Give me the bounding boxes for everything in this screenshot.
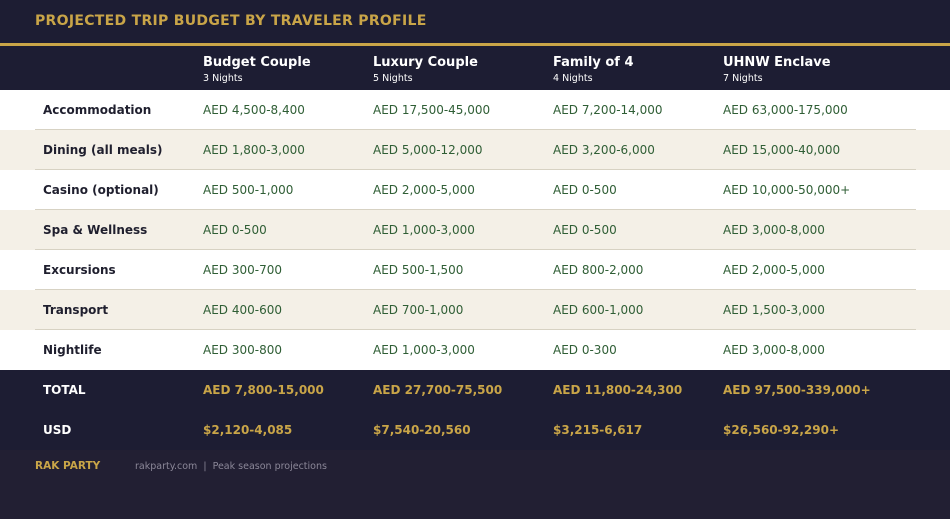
row-label: Spa & Wellness [43,223,148,237]
total-cell: $7,540-20,560 [373,423,471,437]
table-cell: AED 2,000-5,000 [723,263,825,277]
table-cell: AED 400-600 [203,303,282,317]
table-cell: AED 0-300 [553,343,617,357]
footer-note: rakparty.com | Peak season projections [135,461,327,472]
row-label: USD [43,423,72,437]
table-cell: AED 10,000-50,000+ [723,183,851,197]
brand-name: RAK PARTY [35,460,101,472]
total-cell: AED 97,500-339,000+ [723,383,871,397]
total-cell: $2,120-4,085 [203,423,293,437]
total-cell: $3,215-6,617 [553,423,643,437]
table-cell: AED 700-1,000 [373,303,464,317]
column-name: Family of 4 [553,55,634,70]
total-cell: $26,560-92,290+ [723,423,839,437]
table-row-total-usd [0,410,950,450]
table-row-casino [0,170,950,210]
table-cell: AED 0-500 [203,223,267,237]
column-header-budget-couple [203,55,311,85]
table-row-spa-wellness [0,210,950,250]
row-label: Casino (optional) [43,183,159,197]
table-cell: AED 600-1,000 [553,303,644,317]
column-header-uhnw-enclave [723,55,831,85]
table-row-nightlife [0,330,950,370]
column-name: Budget Couple [203,55,311,70]
table-cell: AED 15,000-40,000 [723,143,841,157]
row-label: Nightlife [43,343,102,357]
table-row-dining [0,130,950,170]
column-name: UHNW Enclave [723,55,831,70]
total-cell: AED 11,800-24,300 [553,383,683,397]
table-row-total-aed [0,370,950,410]
column-nights: 7 Nights [723,73,763,84]
column-header-luxury-couple [373,55,478,85]
table-cell: AED 5,000-12,000 [373,143,483,157]
column-name: Luxury Couple [373,55,478,70]
table-cell: AED 3,200-6,000 [553,143,655,157]
table-cell: AED 300-800 [203,343,282,357]
total-cell: AED 27,700-75,500 [373,383,503,397]
table-cell: AED 63,000-175,000 [723,103,848,117]
column-header-family-of-4 [553,55,634,85]
table-cell: AED 4,500-8,400 [203,103,305,117]
table-row-excursions [0,250,950,290]
column-nights: 4 Nights [553,73,593,84]
row-label: Dining (all meals) [43,143,163,157]
table-cell: AED 2,000-5,000 [373,183,475,197]
table-cell: AED 0-500 [553,183,617,197]
column-nights: 3 Nights [203,73,243,84]
table-cell: AED 1,000-3,000 [373,343,475,357]
footer [0,450,950,519]
table-cell: AED 1,500-3,000 [723,303,825,317]
table-cell: AED 1,800-3,000 [203,143,305,157]
total-cell: AED 7,800-15,000 [203,383,324,397]
row-label: TOTAL [43,383,86,397]
table-row-transport [0,290,950,330]
page-title: PROJECTED TRIP BUDGET BY TRAVELER PROFILE [35,13,427,29]
table-cell: AED 3,000-8,000 [723,223,825,237]
table-cell: AED 300-700 [203,263,282,277]
row-label: Transport [43,303,109,317]
row-label: Accommodation [43,103,152,117]
column-header-row [0,46,950,90]
table-cell: AED 7,200-14,000 [553,103,663,117]
table-cell: AED 17,500-45,000 [373,103,491,117]
table-cell: AED 500-1,000 [203,183,294,197]
table-cell: AED 1,000-3,000 [373,223,475,237]
table-cell: AED 500-1,500 [373,263,464,277]
table-cell: AED 800-2,000 [553,263,644,277]
column-nights: 5 Nights [373,73,413,84]
table-cell: AED 3,000-8,000 [723,343,825,357]
table-cell: AED 0-500 [553,223,617,237]
table-row-accommodation [0,90,950,130]
title-bar [0,0,950,43]
row-label: Excursions [43,263,116,277]
